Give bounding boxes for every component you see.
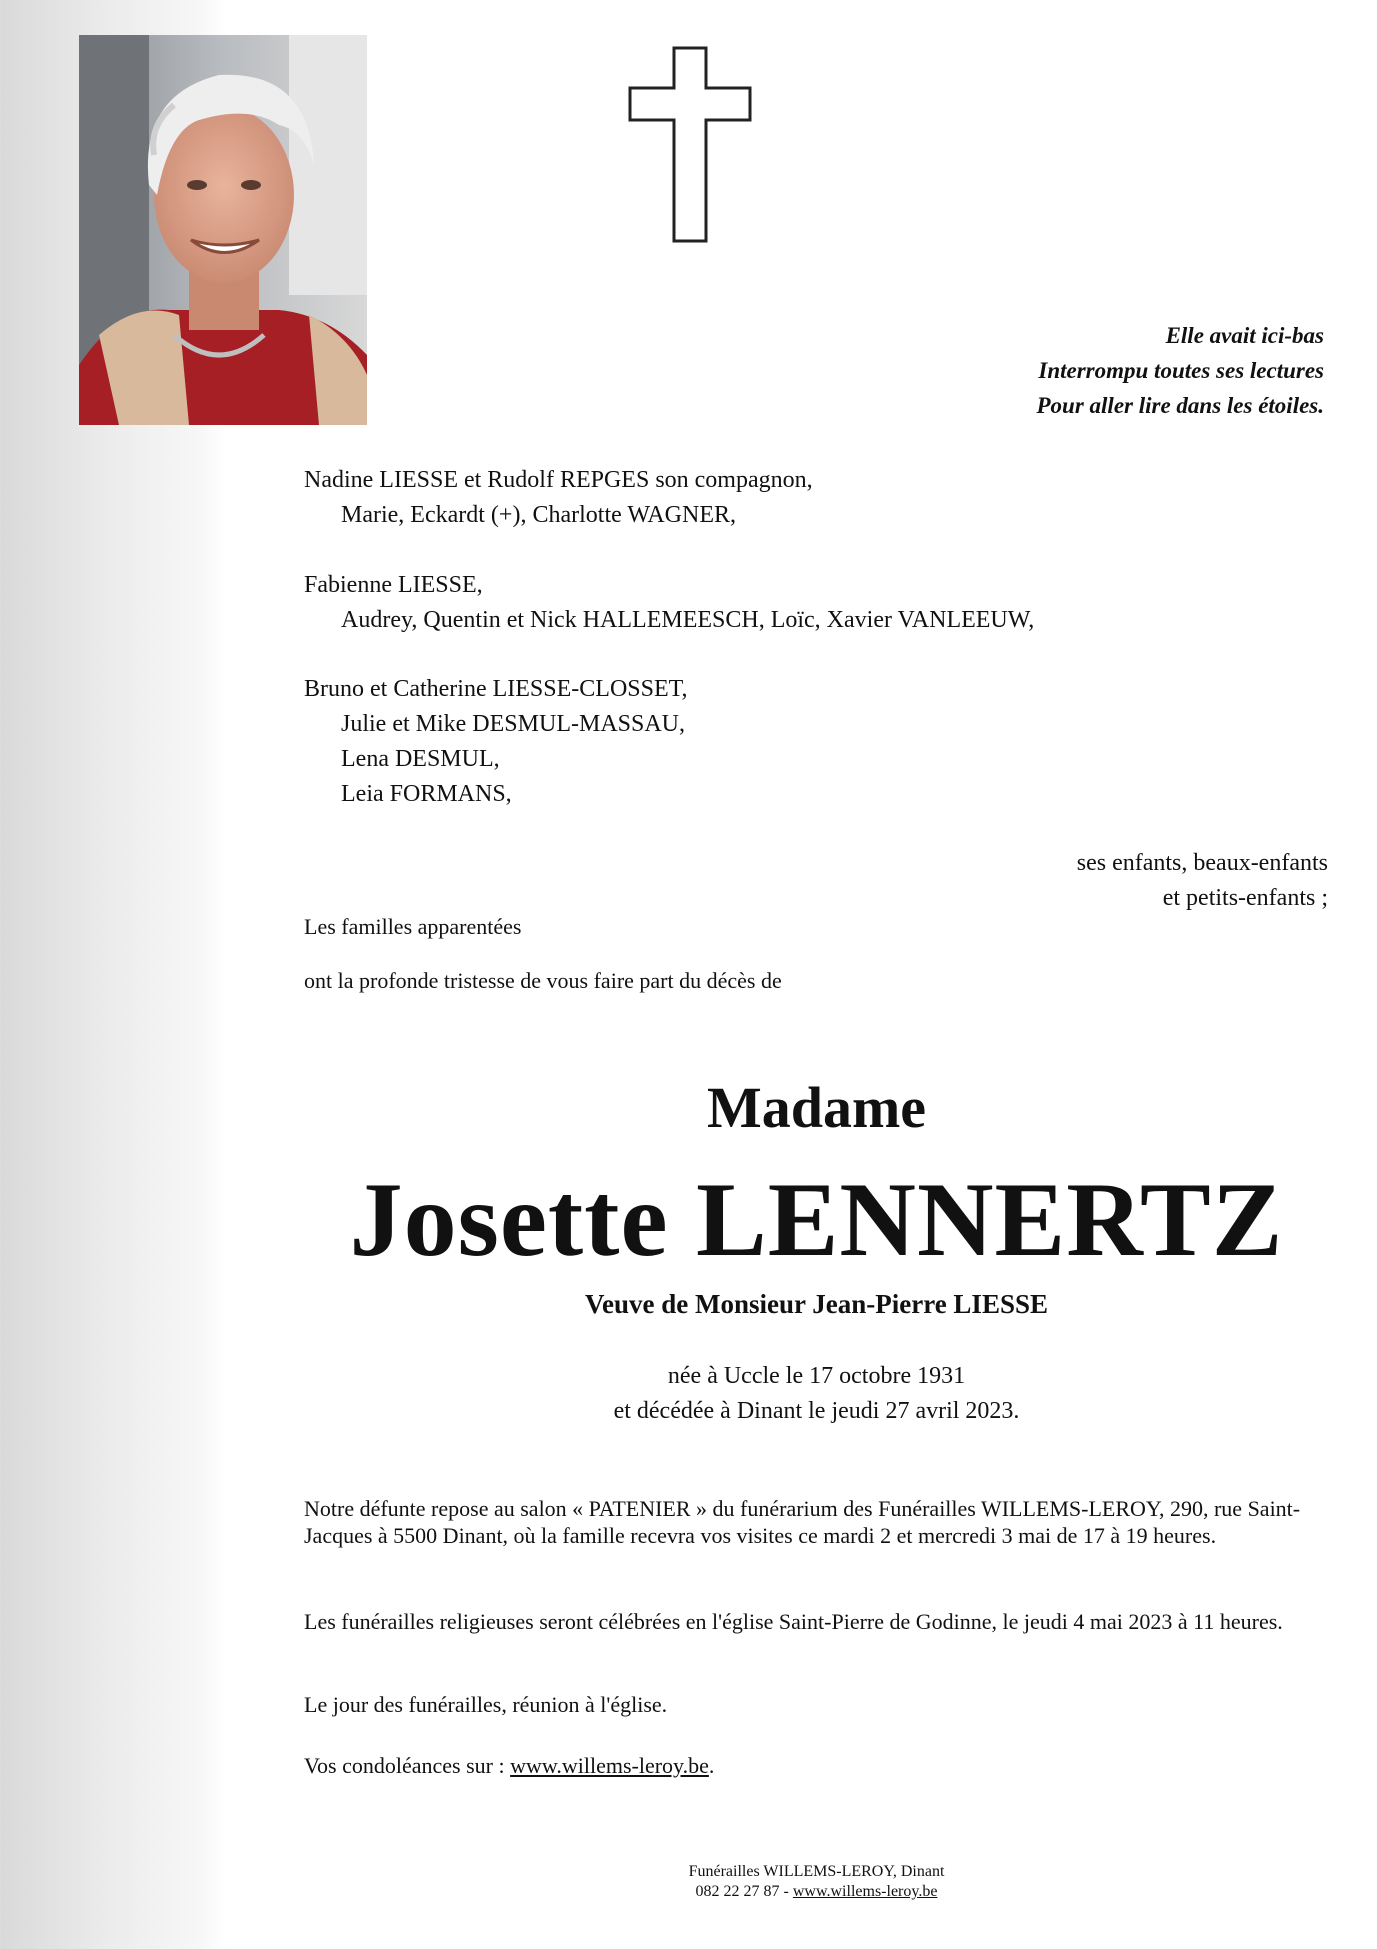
announcement-line: ont la profonde tristesse de vous faire part du décès de xyxy=(304,968,782,993)
poem-line: Interrompu toutes ses lectures xyxy=(1038,358,1324,383)
footer-contact xyxy=(0,1882,1377,1902)
death-line: et décédée à Dinant le jeudi 27 avril 2023. xyxy=(613,1398,1020,1424)
family-line: Audrey, Quentin et Nick HALLEMEESCH, Loïc, Xavier VANLEEUW, xyxy=(341,607,1035,633)
family-line: Marie, Eckardt (+), Charlotte WAGNER, xyxy=(341,502,736,528)
footer xyxy=(0,1862,1377,1902)
relation-line: ses enfants, beaux-enfants xyxy=(1076,850,1328,876)
deceased-name: Josette LENNERTZ xyxy=(349,1161,1284,1278)
family-line: Julie et Mike DESMUL-MASSAU, xyxy=(341,711,686,737)
families-line: Les familles apparentées xyxy=(304,914,522,939)
epitaph-poem xyxy=(1037,318,1325,423)
condolences-paragraph xyxy=(304,1752,1334,1779)
deceased-title: Madame xyxy=(706,1075,927,1140)
portrait-photo xyxy=(79,35,367,425)
footer-company: Funérailles WILLEMS-LEROY, Dinant xyxy=(688,1863,945,1880)
family-line: Bruno et Catherine LIESSE-CLOSSET, xyxy=(304,676,688,702)
birth-line: née à Uccle le 17 octobre 1931 xyxy=(667,1363,966,1389)
meeting-paragraph: Le jour des funérailles, réunion à l'église. xyxy=(304,1692,668,1717)
poem-line: Elle avait ici-bas xyxy=(1165,323,1324,348)
family-line: Lena DESMUL, xyxy=(341,746,500,772)
family-line: Fabienne LIESSE, xyxy=(304,572,483,598)
condolences-link[interactable]: www.willems-leroy.be xyxy=(510,1753,709,1778)
latin-cross-icon xyxy=(628,46,752,249)
family-line: Nadine LIESSE et Rudolf REPGES son compagnon, xyxy=(304,467,813,493)
condolences-prefix: Vos condoléances sur : xyxy=(304,1753,511,1778)
poem-line: Pour aller lire dans les étoiles. xyxy=(1036,393,1324,418)
rest-paragraph: Notre défunte repose au salon « PATENIER » du funérarium des Funérailles WILLEMS-LEROY, 290, rue Saint-Jacques à 5500 Dinant, où la famille recevra vos visites ce mardi 2 et mercredi 3 mai de 17 à 19 heures. xyxy=(304,1496,1301,1548)
funeral-paragraph: Les funérailles religieuses seront célébrées en l'église Saint-Pierre de Godinne, le jeudi 4 mai 2023 à 11 heures. xyxy=(304,1609,1283,1634)
family-line: Leia FORMANS, xyxy=(341,781,512,807)
footer-phone: 082 22 27 87 - xyxy=(695,1883,793,1900)
widow-line: Veuve de Monsieur Jean-Pierre LIESSE xyxy=(584,1289,1048,1319)
condolences-suffix: . xyxy=(708,1753,715,1778)
footer-website-link[interactable]: www.willems-leroy.be xyxy=(792,1883,938,1900)
relation-line: et petits-enfants ; xyxy=(1162,885,1328,911)
